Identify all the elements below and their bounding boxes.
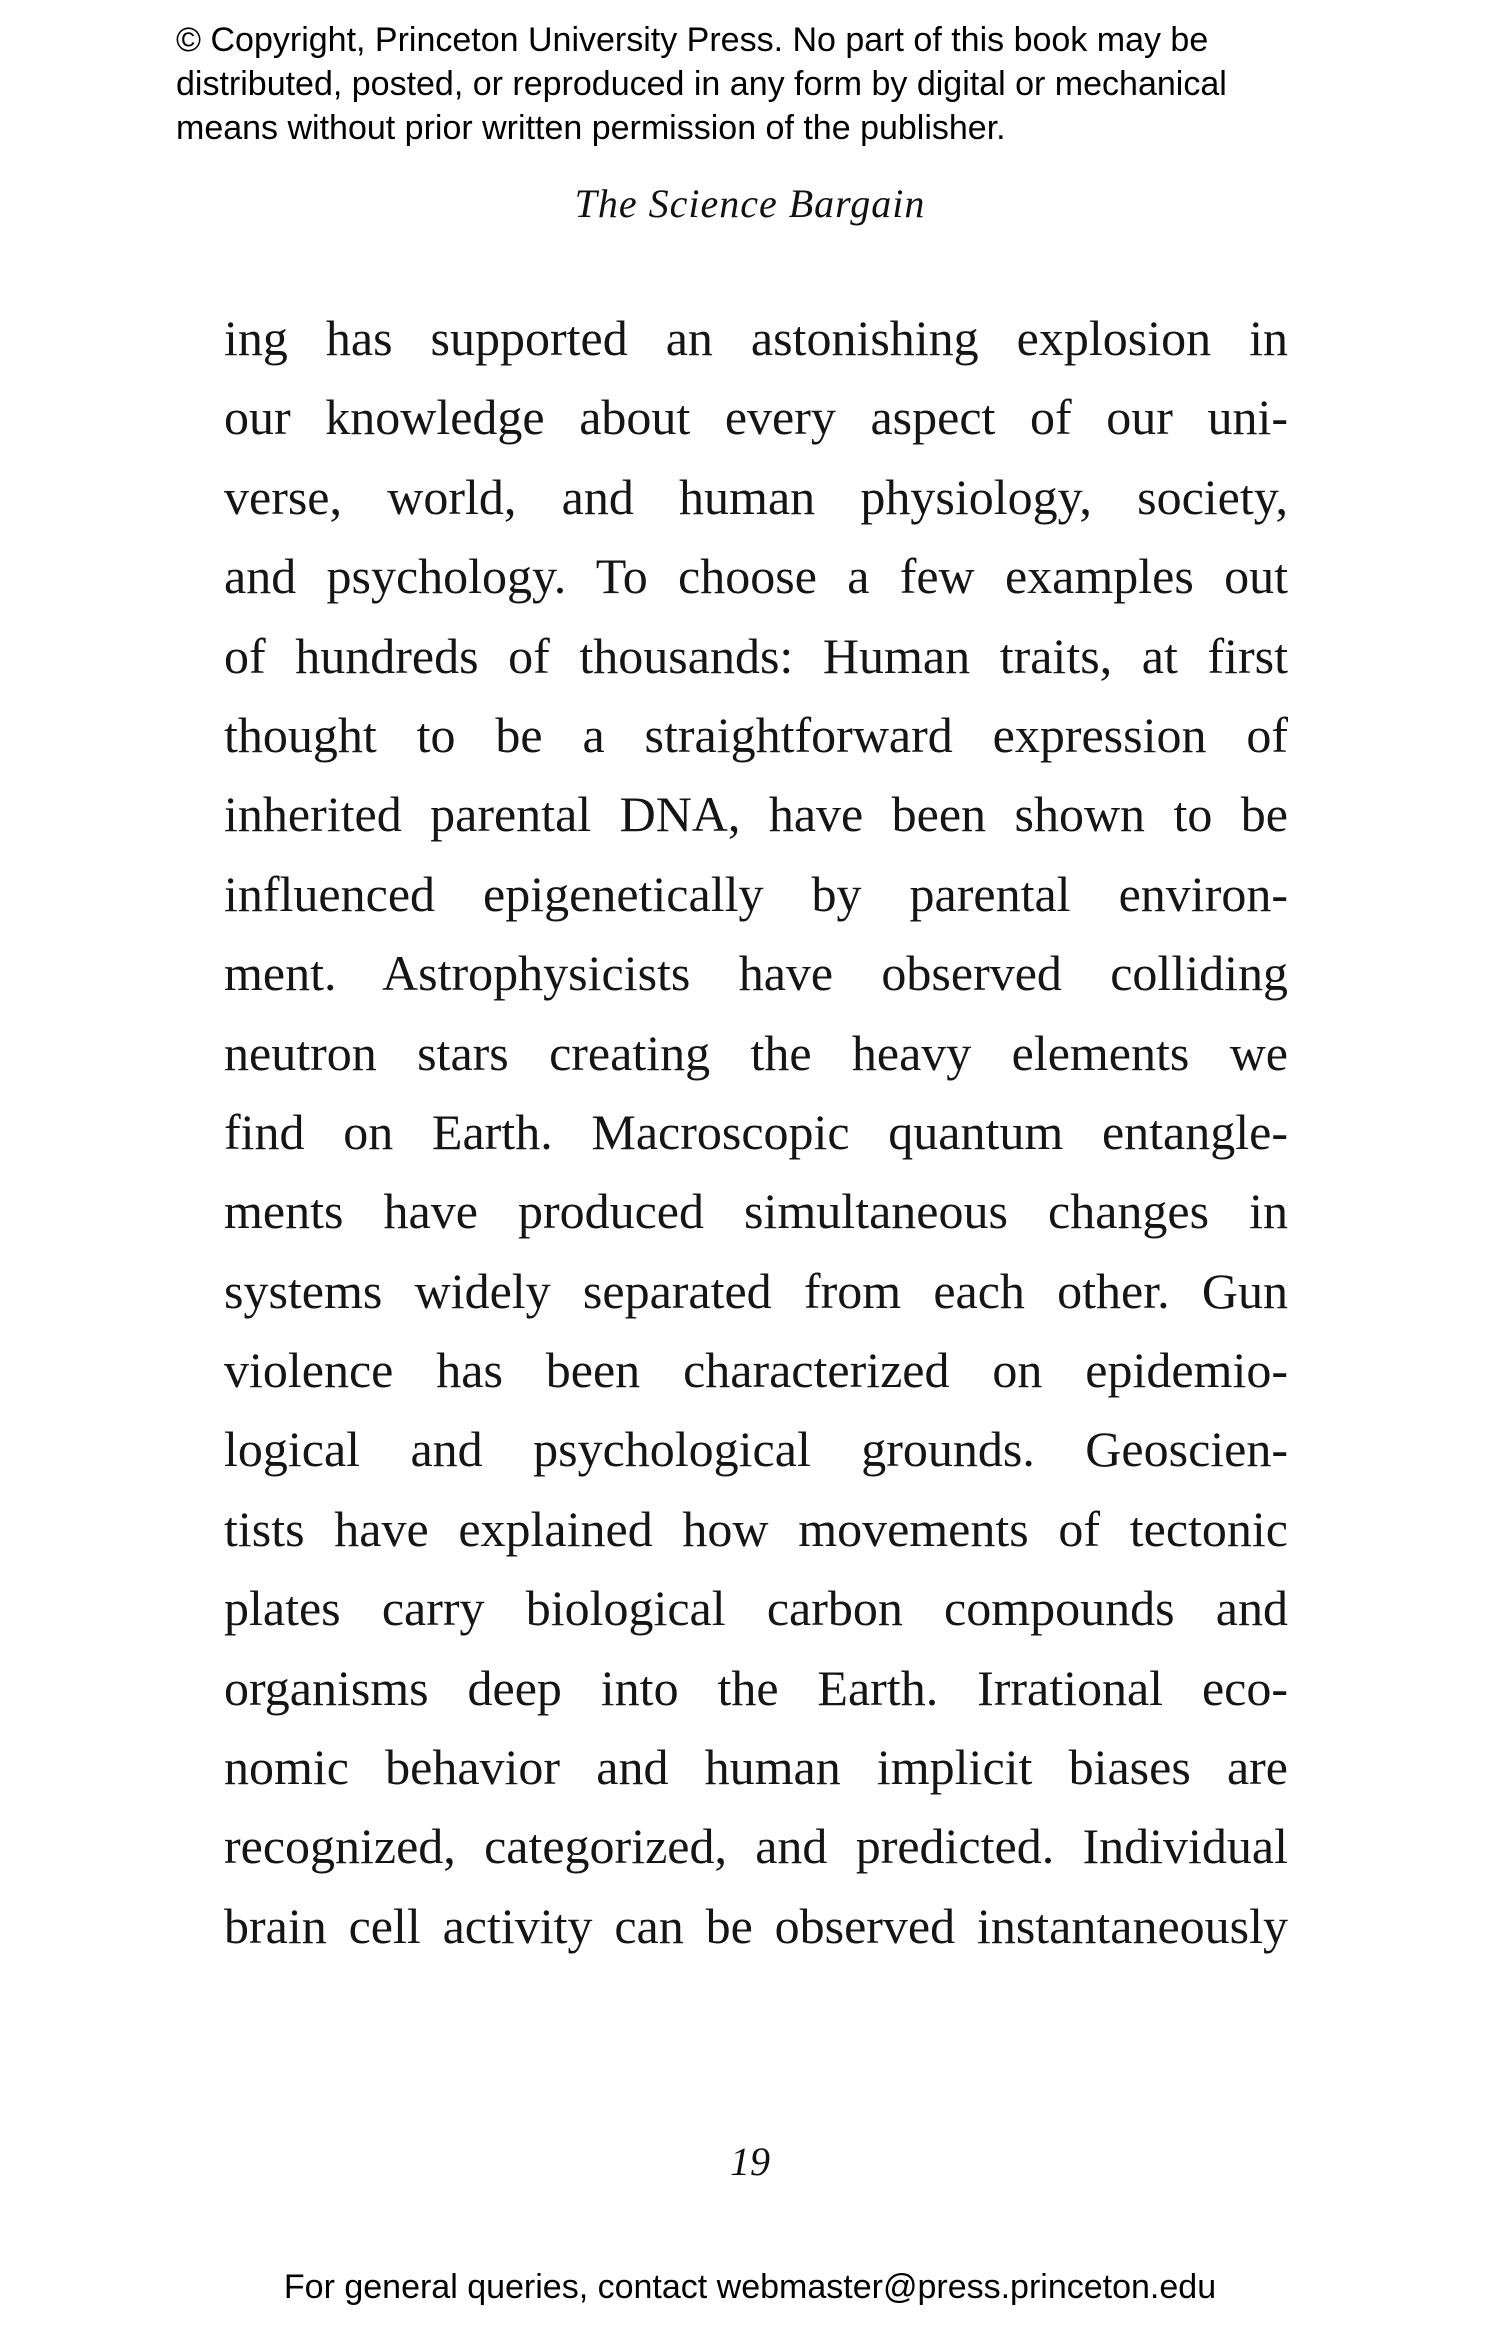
text-line: find on Earth. Macroscopic quantum entangle-	[224, 1103, 1288, 1160]
text-line: inherited parental DNA, have been shown to be	[224, 786, 1288, 843]
text-line: logical and psychological grounds. Geoscien-	[224, 1421, 1288, 1478]
text-line: brain cell activity can be observed instantaneously	[224, 1897, 1288, 1954]
text-line: verse, world, and human physiology, society,	[224, 468, 1288, 525]
footer-contact: For general queries, contact webmaster@press.princeton.edu	[283, 2268, 1217, 2306]
body-paragraph	[224, 299, 1288, 1966]
running-head: The Science Bargain	[574, 181, 926, 226]
text-line: influenced epigenetically by parental environ-	[224, 865, 1288, 922]
text-line: ment. Astrophysicists have observed colliding	[224, 945, 1288, 1002]
text-line: violence has been characterized on epidemio-	[224, 1342, 1288, 1399]
copyright-notice	[176, 18, 1356, 150]
copyright-line: distributed, posted, or reproduced in any form by digital or mechanical	[176, 65, 1227, 103]
text-line: of hundreds of thousands: Human traits, at first	[224, 627, 1288, 684]
text-line: nomic behavior and human implicit biases are	[224, 1739, 1288, 1796]
copyright-line: © Copyright, Princeton University Press. No part of this book may be	[176, 21, 1209, 59]
text-line: thought to be a straightforward expression of	[224, 706, 1288, 763]
page-number: 19	[730, 2139, 770, 2184]
text-line: tists have explained how movements of tectonic	[224, 1500, 1288, 1557]
text-line: ing has supported an astonishing explosion in	[224, 310, 1288, 366]
text-line: organisms deep into the Earth. Irrational eco-	[224, 1659, 1288, 1716]
text-line: neutron stars creating the heavy elements we	[224, 1024, 1288, 1081]
text-line: recognized, categorized, and predicted. Individual	[224, 1818, 1288, 1875]
text-line: our knowledge about every aspect of our uni-	[224, 389, 1288, 446]
text-line: plates carry biological carbon compounds and	[224, 1580, 1288, 1637]
copyright-line: means without prior written permission of the publisher.	[176, 109, 1006, 147]
text-line: and psychology. To choose a few examples out	[224, 548, 1288, 605]
text-line: systems widely separated from each other. Gun	[224, 1262, 1288, 1319]
text-line: ments have produced simultaneous changes in	[224, 1183, 1288, 1240]
